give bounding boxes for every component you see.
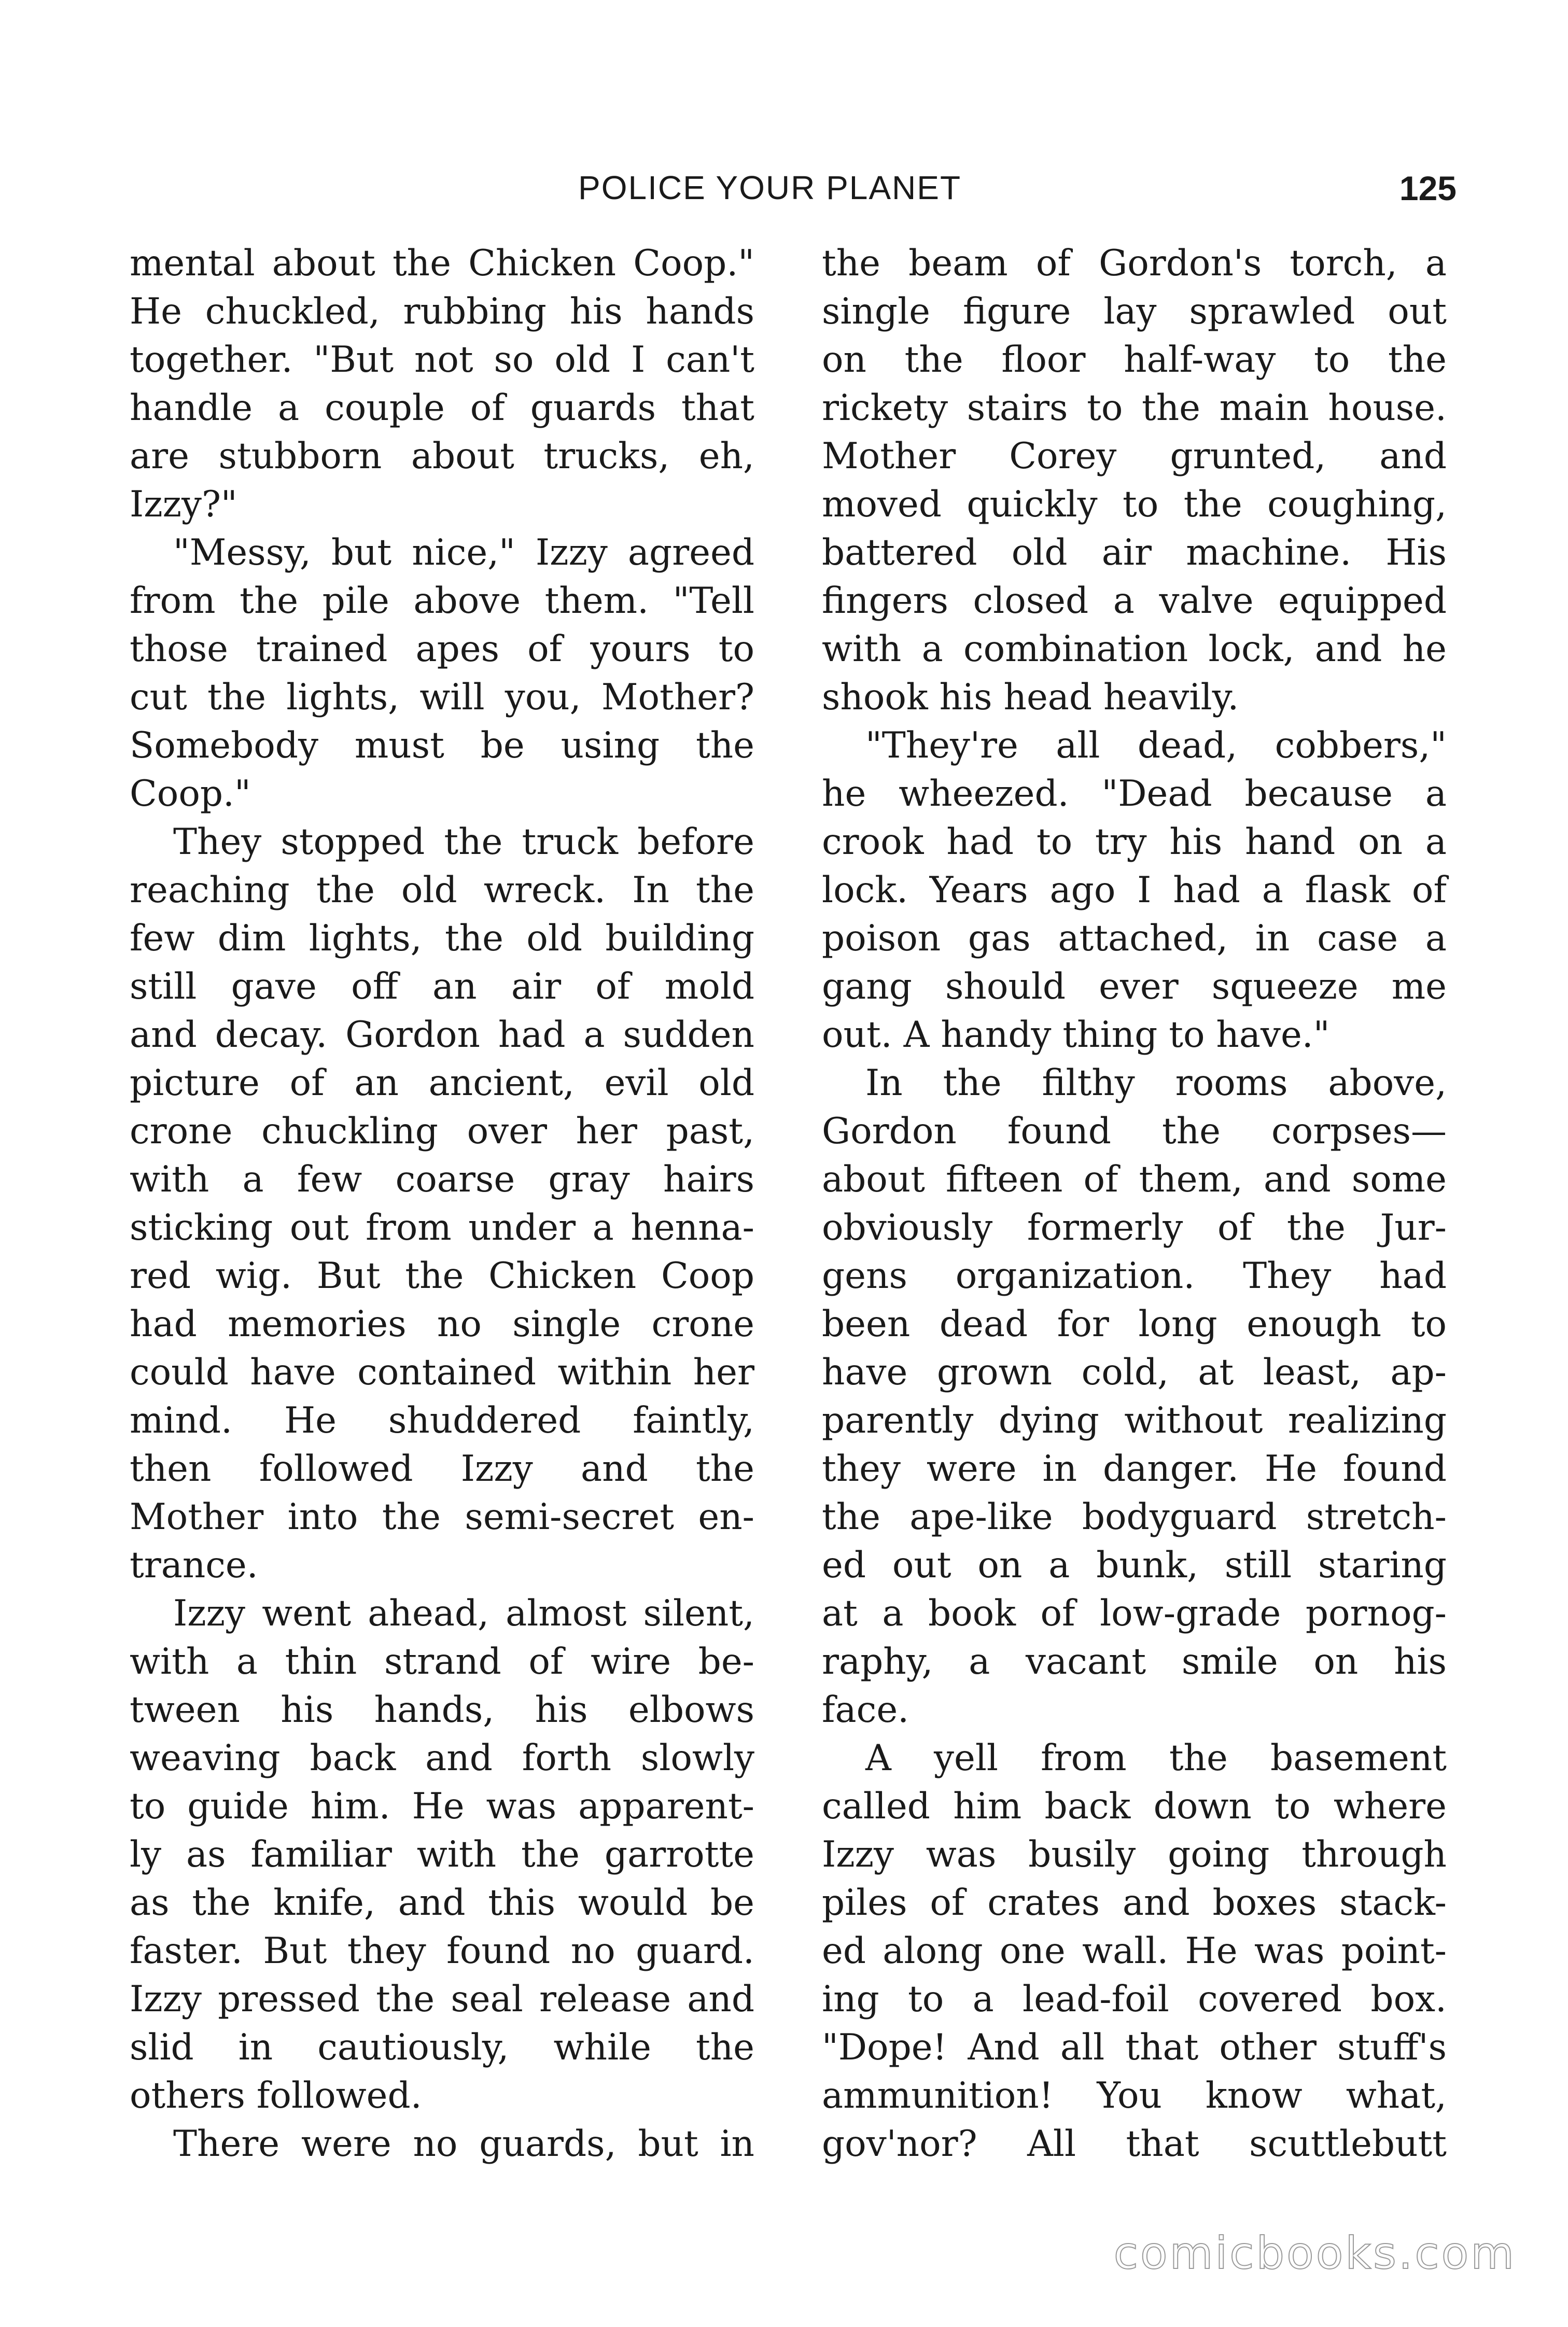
text-column-left (130, 240, 754, 2168)
text-line: red wig. But the Chicken Coop (130, 1255, 754, 1297)
text-line: They stopped the truck before (173, 821, 754, 863)
text-line: obviously formerly of the Jur- (822, 1207, 1447, 1249)
text-line: shook his head heavily. (822, 677, 1239, 718)
text-line: mind. He shuddered faintly, (130, 1400, 754, 1441)
text-line: fingers closed a valve equipped (822, 580, 1447, 622)
text-line: battered old air machine. His (822, 532, 1447, 573)
text-line: mental about the Chicken Coop." (130, 243, 754, 284)
text-line: tween his hands, his elbows (130, 1689, 754, 1731)
text-line: at a book of low-grade pornog- (822, 1593, 1447, 1634)
text-line: Mother Corey grunted, and (822, 436, 1447, 477)
text-line: as the knife, and this would be (130, 1882, 754, 1924)
text-line: with a thin strand of wire be- (130, 1641, 754, 1683)
text-line: single figure lay sprawled out (822, 291, 1447, 332)
text-line: have grown cold, at least, ap- (822, 1352, 1447, 1393)
text-line: could have contained within her (130, 1352, 754, 1393)
text-line: those trained apes of yours to (130, 628, 754, 670)
text-line: "They're all dead, cobbers," (865, 725, 1447, 766)
text-line: Somebody must be using the (130, 725, 754, 766)
text-line: and decay. Gordon had a sudden (130, 1014, 754, 1056)
text-line: reaching the old wreck. In the (130, 870, 754, 911)
text-line: Izzy pressed the seal release and (130, 1979, 754, 2020)
text-line: about fifteen of them, and some (822, 1159, 1447, 1200)
text-line: with a few coarse gray hairs (130, 1159, 754, 1200)
text-line: out. A handy thing to have." (822, 1014, 1330, 1056)
text-line: called him back down to where (822, 1786, 1447, 1827)
text-line: sticking out from under a henna- (130, 1207, 754, 1249)
text-line: ed along one wall. He was point- (822, 1930, 1447, 1972)
text-line: handle a couple of guards that (130, 387, 754, 429)
text-line: "Dope! And all that other stuff's (822, 2027, 1447, 2068)
text-line: parently dying without realizing (822, 1400, 1447, 1441)
text-line: poison gas attached, in case a (822, 918, 1447, 959)
text-column-right (822, 240, 1447, 2168)
text-line: raphy, a vacant smile on his (822, 1641, 1447, 1683)
text-line: weaving back and forth slowly (130, 1737, 754, 1779)
watermark-logo: comicbooks.com (1113, 2227, 1516, 2279)
text-line: gang should ever squeeze me (822, 966, 1447, 1007)
text-line: others followed. (130, 2075, 422, 2116)
text-line: ammunition! You know what, (822, 2075, 1447, 2116)
running-title: POLICE YOUR PLANET (578, 169, 962, 206)
text-line: from the pile above them. "Tell (130, 580, 754, 622)
text-line: face. (822, 1689, 909, 1731)
text-line: picture of an ancient, evil old (130, 1062, 754, 1104)
text-line: Gordon found the corpses— (822, 1111, 1447, 1152)
text-line: cut the lights, will you, Mother? (130, 677, 754, 718)
text-line: still gave off an air of mold (130, 966, 754, 1007)
text-line: There were no guards, but in (173, 2123, 754, 2165)
text-line: A yell from the basement (865, 1737, 1447, 1779)
text-line: with a combination lock, and he (822, 628, 1447, 670)
text-line: ly as familiar with the garrotte (130, 1834, 754, 1875)
text-line: ing to a lead-foil covered box. (822, 1979, 1447, 2020)
text-line: lock. Years ago I had a flask of (822, 870, 1447, 911)
text-line: Izzy?" (130, 484, 237, 525)
text-line: Izzy was busily going through (822, 1834, 1447, 1875)
text-line: crone chuckling over her past, (130, 1111, 754, 1152)
text-line: Mother into the semi-secret en- (130, 1496, 754, 1538)
text-line: they were in danger. He found (822, 1448, 1447, 1490)
text-line: moved quickly to the coughing, (822, 484, 1447, 525)
text-line: Coop." (130, 773, 251, 815)
text-line: on the floor half-way to the (822, 339, 1447, 381)
text-line: been dead for long enough to (822, 1303, 1447, 1345)
text-line: He chuckled, rubbing his hands (130, 291, 754, 332)
text-line: slid in cautiously, while the (130, 2027, 754, 2068)
text-line: then followed Izzy and the (130, 1448, 754, 1490)
text-line: the ape-like bodyguard stretch- (822, 1496, 1447, 1538)
text-line: the beam of Gordon's torch, a (822, 243, 1447, 284)
text-line: crook had to try his hand on a (822, 821, 1447, 863)
text-line: together. "But not so old I can't (130, 339, 754, 381)
text-line: had memories no single crone (130, 1303, 754, 1345)
text-line: to guide him. He was apparent- (130, 1786, 754, 1827)
text-line: ed out on a bunk, still staring (822, 1545, 1447, 1586)
text-line: trance. (130, 1545, 258, 1586)
text-line: In the filthy rooms above, (865, 1062, 1447, 1104)
text-line: "Messy, but nice," Izzy agreed (173, 532, 754, 573)
text-line: few dim lights, the old building (130, 918, 754, 959)
page-number: 125 (1399, 169, 1457, 207)
text-line: he wheezed. "Dead because a (822, 773, 1447, 815)
text-line: gov'nor? All that scuttlebutt (822, 2123, 1447, 2165)
text-line: piles of crates and boxes stack- (822, 1882, 1447, 1924)
text-line: faster. But they found no guard. (130, 1930, 754, 1972)
text-line: Izzy went ahead, almost silent, (173, 1593, 754, 1634)
text-line: rickety stairs to the main house. (822, 387, 1447, 429)
text-line: are stubborn about trucks, eh, (130, 436, 754, 477)
text-line: gens organization. They had (822, 1255, 1447, 1297)
